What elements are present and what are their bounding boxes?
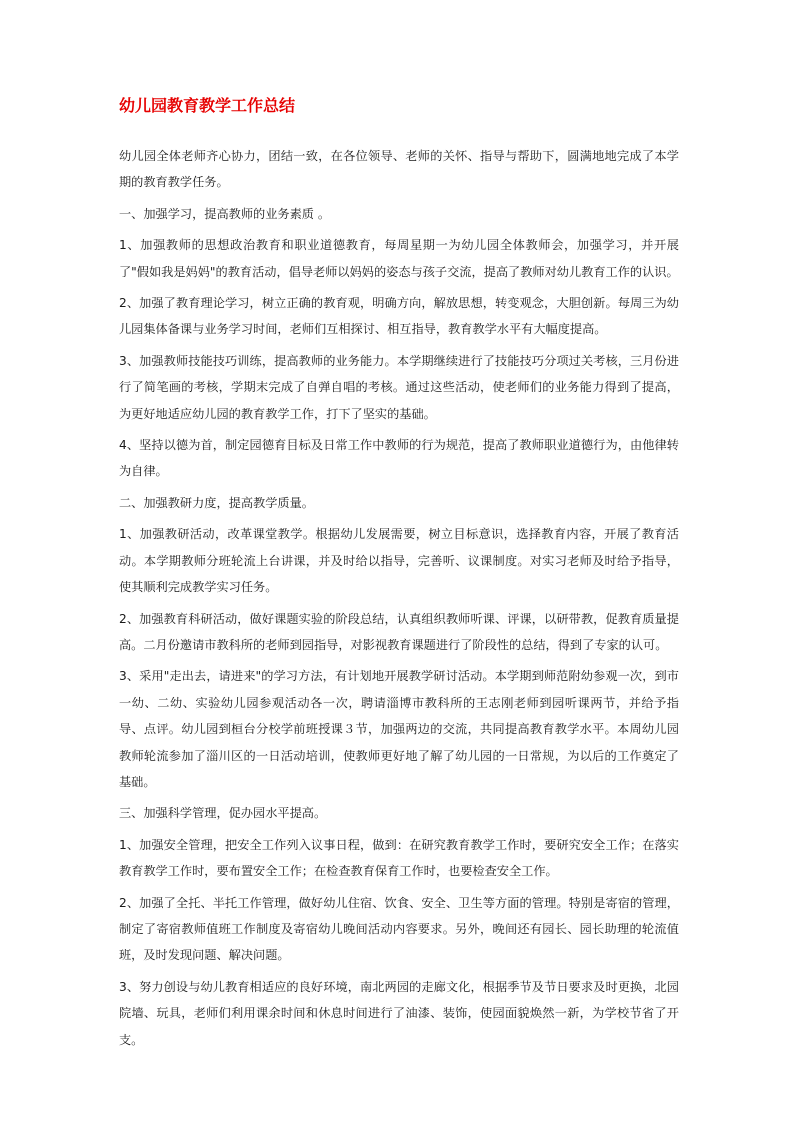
- section-heading-1: 一、加强学习，提高教师的业务素质 。: [119, 206, 331, 221]
- paragraph-1-4: 4、坚持以德为首，制定园德育目标及日常工作中教师的行为规范，提高了教师职业道德行为，由他律转为自律。: [119, 438, 679, 479]
- paragraph-1-3: 3、加强教师技能技巧训练，提高教师的业务能力。本学期继续进行了技能技巧分项过关考核，三月份进行了简笔画的考核，学期末完成了自弹自唱的考核。通过这些活动，使老师们的业务能力得到了提高，为更好地适应幼儿园的教育教学工作，打下了坚实的基础。: [119, 353, 679, 421]
- section-heading-3: 三、加强科学管理，促办园水平提高。: [119, 806, 327, 821]
- document-body: [119, 143, 679, 1058]
- paragraph-1-2: 2、加强了教育理论学习，树立正确的教育观，明确方向，解放思想，转变观念，大胆创新。每周三为幼儿园集体备课与业务学习时间，老师们互相探讨、相互指导，教育教学水平有大幅度提高。: [119, 296, 679, 337]
- section-heading-2: 二、加强教研力度，提高教学质量。: [119, 495, 314, 510]
- document-title: 幼儿园教育教学工作总结: [119, 96, 296, 115]
- paragraph-3-1: 1、加强安全管理，把安全工作列入议事日程，做到：在研究教育教学工作时，要研究安全工作；在落实教育教学工作时，要布置安全工作；在检查教育保育工作时，也要检查安全工作。: [119, 837, 679, 879]
- paragraph-3-2: 2、加强了全托、半托工作管理，做好幼儿住宿、饮食、安全、卫生等方面的管理。特别是寄宿的管理，制定了寄宿教师值班工作制度及寄宿幼儿晚间活动内容要求。另外，晚间还有园长、园长助理的轮流值班，及时发现问题、解决问题。: [119, 895, 679, 963]
- paragraph-1-1: 1、加强教师的思想政治教育和职业道德教育，每周星期一为幼儿园全体教师会，加强学习，并开展了"假如我是妈妈"的教育活动，倡导老师以妈妈的姿态与孩子交流，提高了教师对幼儿教育工作的认识。: [119, 238, 679, 279]
- paragraph-2-1: 1、加强教研活动，改革课堂教学。根据幼儿发展需要，树立目标意识，选择教育内容，开展了教育活动。本学期教师分班轮流上台讲课，并及时给以指导，完善听、议课制度。对实习老师及时给予指导，使其顺利完成教学实习任务。: [119, 527, 679, 595]
- paragraph-2-2: 2、加强教育科研活动，做好课题实验的阶段总结，认真组织教师听课、评课，以研带教，促教育质量提高。二月份邀请市教科所的老师到园指导，对影视教育课题进行了阶段性的总结，得到了专家的认可。: [119, 611, 679, 652]
- paragraph-3-3: 3、努力创设与幼儿教育相适应的良好环境，南北两园的走廊文化，根据季节及节日要求及时更换，北园院墙、玩具，老师们利用课余时间和休息时间进行了油漆、装饰，使园面貌焕然一新，为学校节省了开支。: [119, 979, 679, 1047]
- paragraph-intro: 幼儿园全体老师齐心协力，团结一致，在各位领导、老师的关怀、指导与帮助下，圆满地地完成了本学期的教育教学任务。: [119, 149, 679, 190]
- paragraph-2-3: 3、采用"走出去，请进来"的学习方法，有计划地开展教学研讨活动。本学期到师范附幼参观一次，到市一幼、二幼、实验幼儿园参观活动各一次，聘请淄博市教科所的王志刚老师到园听课两节，并给予指导、点评。幼儿园到桓台分校学前班授课３节，加强两边的交流，共同提高教育教学水平。本周幼儿园教师轮流参加了淄川区的一日活动培训，使教师更好地了解了幼儿园的一日常规，为以后的工作奠定了基础。: [119, 669, 679, 789]
